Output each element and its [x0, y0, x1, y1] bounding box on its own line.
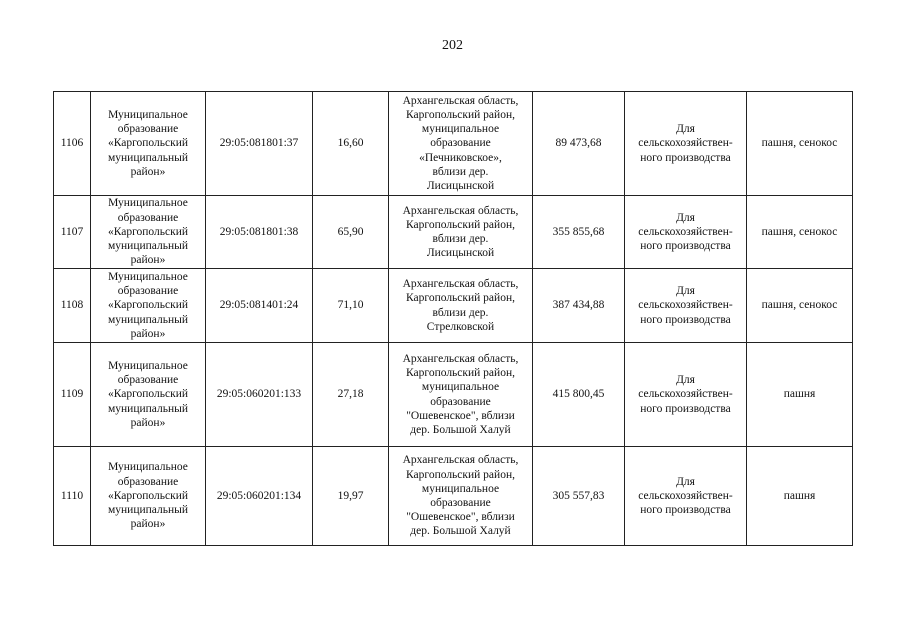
cell-category: Для сельскохозяйствен- ного производства: [625, 269, 747, 343]
cell-cadastral-number: 29:05:081801:38: [206, 196, 313, 269]
cell-location: Архангельская область, Каргопольский район, муниципальное образование "Ошевенское", вблизи дер. Большой Халуй: [389, 343, 533, 447]
cell-cadastral-number: 29:05:081401:24: [206, 269, 313, 343]
cell-price: 387 434,88: [533, 269, 625, 343]
cell-owner: Муниципальное образование «Каргопольский муниципальный район»: [91, 269, 206, 343]
cell-area: 16,60: [313, 92, 389, 196]
cell-price: 89 473,68: [533, 92, 625, 196]
cell-price: 305 557,83: [533, 447, 625, 546]
cell-owner: Муниципальное образование «Каргопольский муниципальный район»: [91, 196, 206, 269]
cell-category: Для сельскохозяйствен- ного производства: [625, 92, 747, 196]
table-row: [54, 92, 853, 196]
cell-number: 1110: [54, 447, 91, 546]
cell-area: 65,90: [313, 196, 389, 269]
page-number: 202: [442, 38, 463, 53]
cell-number: 1108: [54, 269, 91, 343]
cell-use: пашня: [747, 447, 853, 546]
cell-use: пашня, сенокос: [747, 269, 853, 343]
cell-area: 71,10: [313, 269, 389, 343]
cell-price: 355 855,68: [533, 196, 625, 269]
cell-location: Архангельская область, Каргопольский район, муниципальное образование "Ошевенское", вблизи дер. Большой Халуй: [389, 447, 533, 546]
cell-number: 1106: [54, 92, 91, 196]
table-row: [54, 447, 853, 546]
table-row: [54, 343, 853, 447]
cell-category: Для сельскохозяйствен- ного производства: [625, 196, 747, 269]
cell-number: 1107: [54, 196, 91, 269]
land-plot-table: [53, 91, 853, 546]
cell-owner: Муниципальное образование «Каргопольский муниципальный район»: [91, 447, 206, 546]
cell-number: 1109: [54, 343, 91, 447]
cell-area: 19,97: [313, 447, 389, 546]
cell-area: 27,18: [313, 343, 389, 447]
cell-price: 415 800,45: [533, 343, 625, 447]
cell-category: Для сельскохозяйствен- ного производства: [625, 343, 747, 447]
cell-use: пашня: [747, 343, 853, 447]
cell-location: Архангельская область, Каргопольский район, муниципальное образование «Печниковское», вблизи дер. Лисицынской: [389, 92, 533, 196]
cell-cadastral-number: 29:05:060201:134: [206, 447, 313, 546]
cell-category: Для сельскохозяйствен- ного производства: [625, 447, 747, 546]
table-row: [54, 196, 853, 269]
table-row: [54, 269, 853, 343]
cell-location: Архангельская область, Каргопольский район, вблизи дер. Лисицынской: [389, 196, 533, 269]
cell-cadastral-number: 29:05:081801:37: [206, 92, 313, 196]
cell-owner: Муниципальное образование «Каргопольский муниципальный район»: [91, 92, 206, 196]
cell-location: Архангельская область, Каргопольский район, вблизи дер. Стрелковской: [389, 269, 533, 343]
cell-cadastral-number: 29:05:060201:133: [206, 343, 313, 447]
cell-use: пашня, сенокос: [747, 92, 853, 196]
cell-use: пашня, сенокос: [747, 196, 853, 269]
cell-owner: Муниципальное образование «Каргопольский муниципальный район»: [91, 343, 206, 447]
